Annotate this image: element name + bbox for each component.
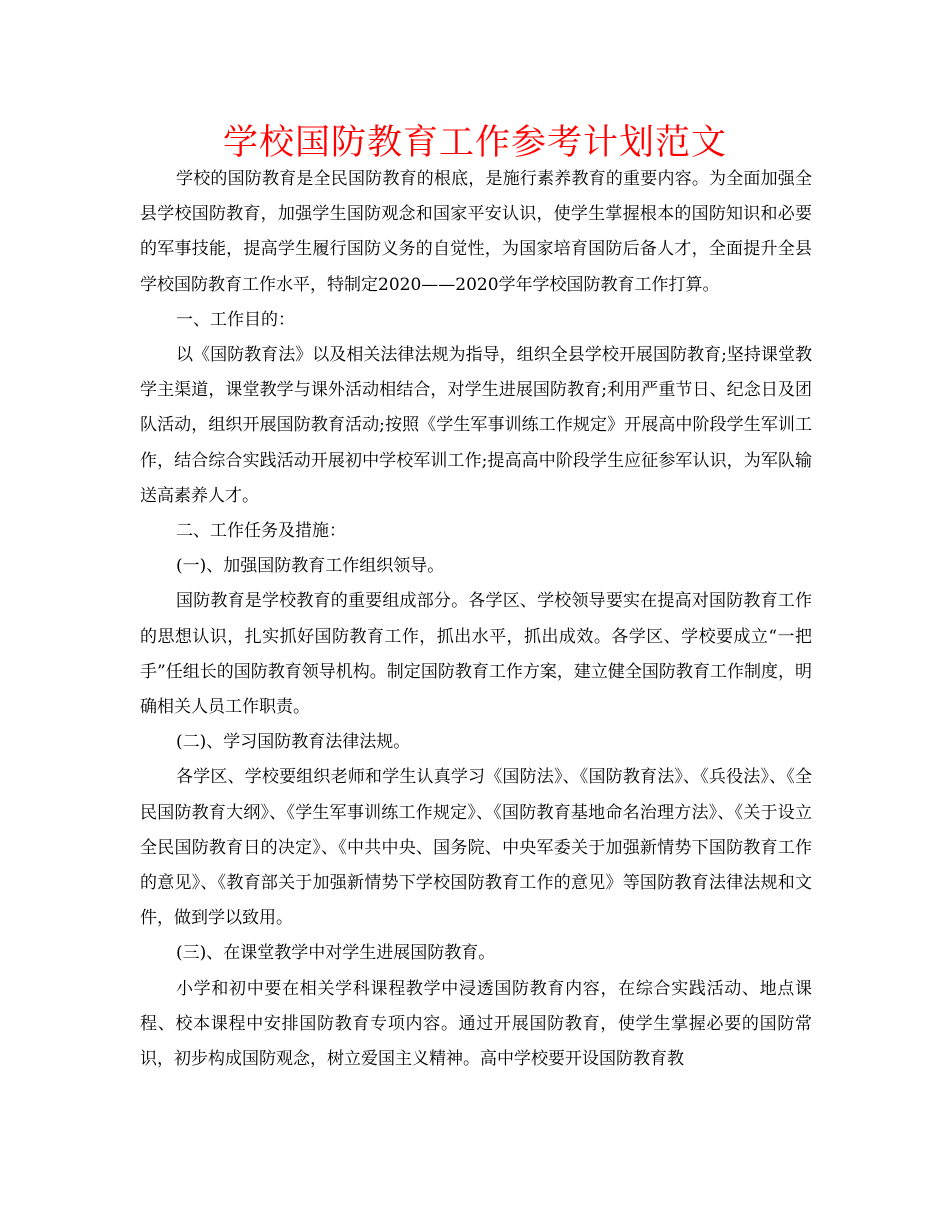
document-title: 学校国防教育工作参考计划范文 xyxy=(222,123,727,163)
heading-tasks-measures: 二、工作任务及措施： xyxy=(176,521,346,542)
heading-work-goals: 一、工作目的： xyxy=(176,309,295,330)
paragraph-classroom: 小学和初中要在相关学科课程教学中浸透国防教育内容，在综合实践活动、地点课程、校本课程中安排国防教育专项内容。通过开展国防教育，使学生掌握必要的国防常识，初步构成国防观念，树立爱国主义精神。高中学校要开设国防教育教 xyxy=(140,978,812,1070)
paragraph-laws: 各学区、学校要组织老师和学生认真学习《国防法》、《国防教育法》、《兵役法》、《全民国防教育大纲》、《学生军事训练工作规定》、《国防教育基地命名治理方法》、《关于设立全民国防教育日的决定》、《中共中央、国务院、中央军委关于加强新情势下国防教育工作的意见》、《教育部关于加强新情势下学校国防教育工作的意见》等国防教育法律法规和文件，做到学以致用。 xyxy=(140,767,812,929)
document-body xyxy=(140,162,812,1077)
paragraph-work-goals: 以《国防教育法》以及相关法律法规为指导，组织全县学校开展国防教育;坚持课堂教学主渠道，课堂教学与课外活动相结合，对学生进展国防教育;利用严重节日、纪念日及团队活动，组织开展国防教育活动;按照《学生军事训练工作规定》开展高中阶段学生军训工作，结合综合实践活动开展初中学校军训工作;提高高中阶段学生应征参军认识，为军队输送高素养人才。 xyxy=(140,345,812,506)
subheading-leadership: (一)、加强国防教育工作组织领导。 xyxy=(176,556,445,577)
subheading-laws: (二)、学习国防教育法律法规。 xyxy=(176,732,411,753)
paragraph-intro: 学校的国防教育是全民国防教育的根底，是施行素养教育的重要内容。为全面加强全县学校国防教育，加强学生国防观念和国家平安认识，使学生掌握根本的国防知识和必要的军事技能，提高学生履行国防义务的自觉性，为国家培育国防后备人才，全面提升全县学校国防教育工作水平，特制定2020——2020学年学校国防教育工作打算。 xyxy=(140,169,812,295)
paragraph-leadership: 国防教育是学校教育的重要组成部分。各学区、学校领导要实在提高对国防教育工作的思想认识，扎实抓好国防教育工作，抓出水平，抓出成效。各学区、学校要成立“一把手”任组长的国防教育领导机构。制定国防教育工作方案，建立健全国防教育工作制度，明确相关人员工作职责。 xyxy=(140,591,812,718)
subheading-classroom: (三)、在课堂教学中对学生进展国防教育。 xyxy=(176,943,496,964)
